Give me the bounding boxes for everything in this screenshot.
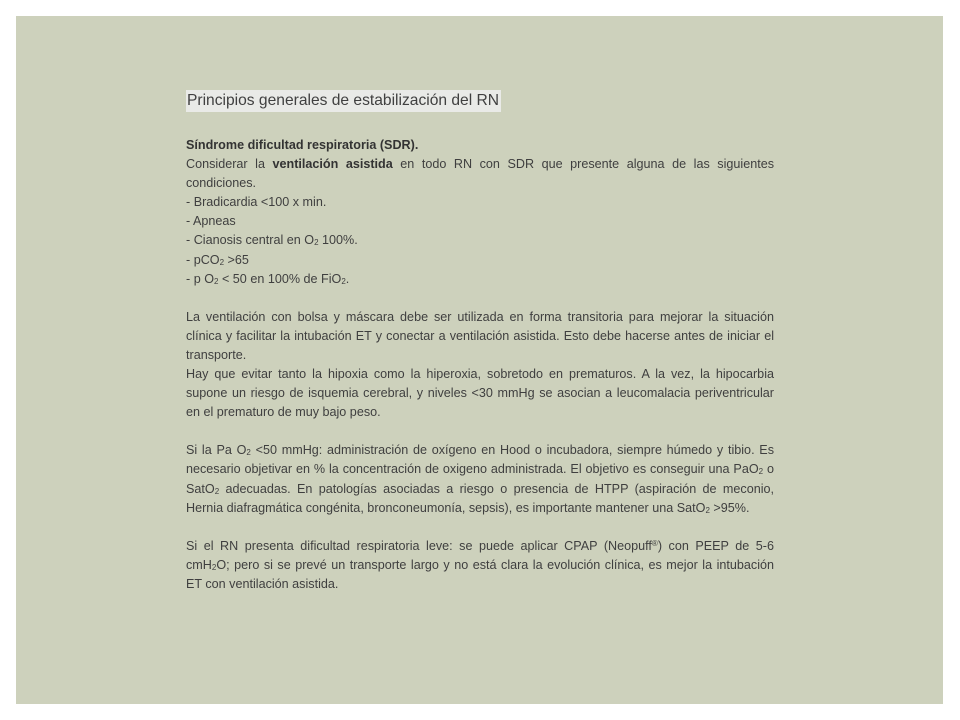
condition-cianosis: [186, 231, 774, 250]
pao2-sub-3: 2: [214, 486, 220, 496]
slide-content: [186, 90, 774, 594]
pao2-sub-2: 2: [758, 467, 764, 477]
spacer: [186, 289, 774, 308]
condition-pco2: [186, 251, 774, 270]
spacer: [186, 422, 774, 441]
pco2-sub: 2: [219, 257, 225, 267]
slide: [16, 16, 943, 704]
spacer: [186, 518, 774, 537]
pco2-text-a: - pCO: [186, 252, 220, 267]
condition-po2: [186, 270, 774, 289]
registered-mark: ®: [651, 538, 658, 548]
intro-text-after: en todo RN con SDR que presente alguna de las siguientes condiciones.: [186, 157, 774, 191]
cianosis-sub: 2: [314, 238, 319, 248]
pco2-text-b: >65: [224, 252, 249, 267]
intro-paragraph: [186, 155, 774, 193]
po2-sub: 2: [214, 276, 219, 286]
section-heading: Síndrome dificultad respiratoria (SDR).: [186, 138, 419, 152]
cpap-text-2: ) con PEEP de 5-6 cmH: [186, 538, 774, 572]
condition-bradicardia: - Bradicardia <100 x min.: [186, 195, 327, 210]
po2-text-b: < 50 en 100% de FiO: [218, 271, 342, 286]
po2-sub2: 2: [341, 276, 346, 286]
paragraph-pao2: [186, 441, 774, 517]
pao2-sub-1: 2: [246, 448, 251, 458]
intro-text-before: Considerar la: [186, 157, 273, 172]
intro-text-bold: ventilación asistida: [272, 157, 393, 172]
pao2-text-5: >95%.: [709, 500, 750, 515]
pao2-text-3: o SatO: [186, 462, 774, 496]
cianosis-text-a: - Cianosis central en O: [186, 233, 315, 248]
pao2-text-4: adecuadas. En patologías asociadas a riesgo o presencia de HTPP (aspiración de meconio, Hernia diafragmática congénita, bronconeumonía, sepsis), es importante mantener una SatO: [186, 481, 774, 515]
condition-apneas: - Apneas: [186, 214, 236, 229]
slide-title: Principios generales de estabilización del RN: [186, 90, 501, 112]
paragraph-hipoxia: Hay que evitar tanto la hipoxia como la hiperoxia, sobretodo en prematuros. A la vez, la hipocarbia supone un riesgo de isquemia cerebral, y niveles <30 mmHg se asocian a leucomalacia periventricular en el prematuro de muy bajo peso.: [186, 367, 774, 420]
cianosis-text-b: 100%.: [318, 233, 358, 248]
paragraph-ventilacion: La ventilación con bolsa y máscara debe ser utilizada en forma transitoria para mejorar la situación clínica y facilitar la intubación ET y conectar a ventilación asistida. Esto debe hacerse antes de iniciar el transporte.: [186, 309, 774, 362]
cpap-sub-1: 2: [211, 562, 217, 572]
pao2-text-2: <50 mmHg: administración de oxígeno en Hood o incubadora, siempre húmedo y tibio. Es necesario objetivar en % la concentración de oxigeno administrada. El objetivo es conseguir una PaO: [186, 443, 774, 477]
po2-text-a: - p O: [186, 271, 214, 286]
pao2-text-1: Si la Pa O: [186, 443, 247, 458]
paragraph-cpap: [186, 537, 774, 594]
cpap-text-3: O; pero si se prevé un transporte largo y no está clara la evolución clínica, es mejor la intubación ET con ventilación asistida.: [186, 557, 774, 591]
po2-text-c: .: [345, 271, 350, 286]
pao2-sub-4: 2: [705, 505, 710, 515]
cpap-text-1: Si el RN presenta dificultad respiratoria leve: se puede aplicar CPAP (Neopuff: [186, 538, 652, 553]
